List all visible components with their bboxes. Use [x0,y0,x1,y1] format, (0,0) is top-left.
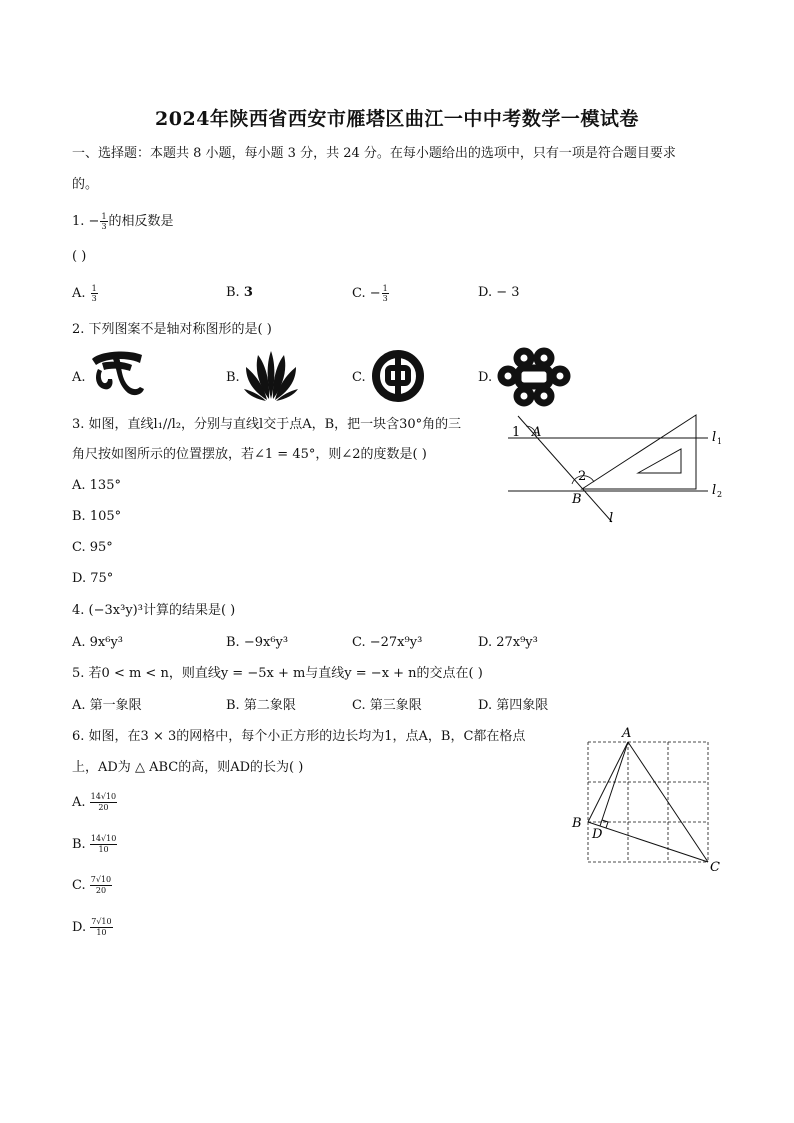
question-5: 5. 若0 < m < n，则直线y = −5x + m与直线y = −x + n的交点在( ) [72,666,483,681]
q5-option-d: D. 第四象限 [478,698,549,713]
q6-option-a: A. $\frac{14√10}{20}$ [72,792,117,812]
label-l2: l [712,483,717,498]
question-6-line1: 6. 如图，在3 × 3的网格中，每个小正方形的边长均为1，点A，B，C都在格点 [72,729,526,744]
unicom-knot-logo-icon [496,346,572,408]
q5-option-b: B. 第二象限 [226,698,296,713]
section-instructions-line2: 的。 [72,177,99,192]
q2-option-b-label: B. [226,370,240,385]
label-c: C [710,860,720,875]
label-d: D [592,827,603,842]
q4-option-b: B. −9x⁶y³ [226,635,289,650]
triangle-abc [588,742,708,862]
label-l1-sub: 1 [717,437,723,446]
grid-lines [588,742,708,862]
q1-option-b: B. 3 [226,285,253,300]
q1-answer-paren: ( ) [72,249,87,264]
label-point-b: B [572,492,582,507]
q2-option-a-label: A. [72,370,86,385]
label-line-l: l [609,511,614,526]
bank-of-china-logo-icon [370,348,426,404]
q1-option-d: D. − 3 [478,285,520,300]
question-4: 4. (−3x³y)³计算的结果是( ) [72,603,236,618]
section-instructions-line1: 一、选择题：本题共 8 小题，每小题 3 分，共 24 分。在每小题给出的选项中，只有一项是符合题目要求 [72,146,676,161]
q3-figure [506,410,734,530]
q6-option-b: B. $\frac{14√10}{10}$ [72,834,117,854]
q3-option-d: D. 75° [72,571,114,586]
question-3-line2: 角尺按如图所示的位置摆放，若∠1 = 45°，则∠2的度数是( ) [72,447,427,462]
label-l2-sub: 2 [717,490,723,499]
question-6-line2: 上，AD为 △ ABC的高，则AD的长为( ) [72,760,304,775]
q4-option-a: A. 9x⁶y³ [72,635,124,650]
label-angle2: 2 [578,469,587,484]
triangle-ruler-outer [582,415,696,489]
q1-option-a: A. $\frac{1}{3}$ [72,284,97,303]
label-angle1: 1 [512,425,521,440]
q1-fraction: $\frac{1}{3}$ [101,212,107,231]
question-3-line1: 3. 如图，直线l₁//l₂，分别与直线l交于点A，B，把一块含30°角的三 [72,417,462,432]
triangle-ruler-inner [638,449,681,473]
label-point-a: A [532,425,542,440]
huawei-logo-icon [242,349,300,403]
question-2: 2. 下列图案不是轴对称图形的是( ) [72,322,272,337]
q4-option-d: D. 27x⁹y³ [478,635,538,650]
q5-option-c: C. 第三象限 [352,698,422,713]
q1-option-c: C. − $\frac{1}{3}$ [352,284,388,303]
q4-option-c: C. −27x⁹y³ [352,635,423,650]
q6-grid-figure [568,724,726,876]
q3-option-b: B. 105° [72,509,122,524]
label-l1: l [712,430,717,445]
label-a: A [622,726,632,741]
q1-suffix: 的相反数是 [108,214,174,229]
q2-option-d-label: D. [478,370,493,385]
q5-option-a: A. 第一象限 [72,698,142,713]
q3-option-c: C. 95° [72,540,113,555]
q1-prefix: 1. − [72,214,100,229]
q2-option-c-label: C. [352,370,366,385]
page-title: 2024年陕西省西安市雁塔区曲江一中中考数学一模试卷 [155,108,639,130]
q6-option-c: C. $\frac{7√10}{20}$ [72,875,112,895]
q6-option-d: D. $\frac{7√10}{10}$ [72,917,112,937]
q3-option-a: A. 135° [72,478,121,493]
telecom-logo-icon [88,349,146,401]
question-1 [72,212,174,231]
label-b: B [572,816,582,831]
